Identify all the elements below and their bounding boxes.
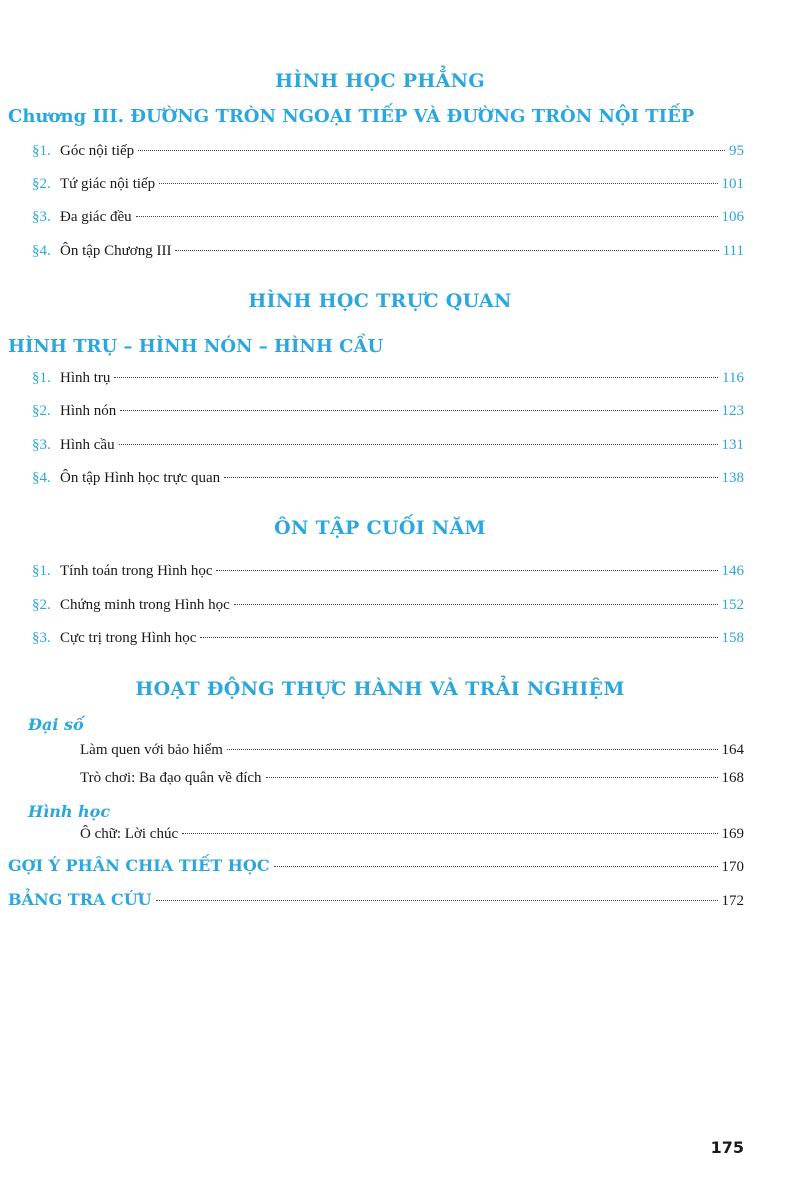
- toc-entry[interactable]: [32, 143, 744, 165]
- chapter-title-chuong-3: Chương III. ĐƯỜNG TRÒN NGOẠI TIẾP VÀ ĐƯỜNG TRÒN NỘI TIẾP: [8, 106, 695, 127]
- section-title-hinh-hoc-truc-quan: HÌNH HỌC TRỰC QUAN: [248, 290, 512, 312]
- section-title-hoat-dong: HOẠT ĐỘNG THỰC HÀNH VÀ TRẢI NGHIỆM: [135, 678, 625, 700]
- dot-leader: [136, 216, 718, 217]
- toc-entry-bang-tra-cuu[interactable]: [8, 890, 744, 912]
- entry-number: §2.: [32, 597, 51, 613]
- toc-entry[interactable]: [32, 403, 744, 425]
- entry-page: 116: [722, 370, 744, 386]
- section-title-on-tap-cuoi-nam: ÔN TẬP CUỐI NĂM: [274, 517, 486, 539]
- entry-label: Chứng minh trong Hình học: [60, 597, 230, 613]
- entry-label: Ôn tập Hình học trực quan: [60, 470, 221, 486]
- toc-entry[interactable]: [32, 630, 744, 652]
- entry-number: §3.: [32, 630, 51, 646]
- toc-entry[interactable]: [32, 370, 744, 392]
- toc-entry-goi-y[interactable]: [8, 856, 744, 878]
- chapter-title-hinh-tru: HÌNH TRỤ – HÌNH NÓN – HÌNH CẦU: [8, 336, 384, 357]
- dot-leader: [227, 749, 718, 750]
- entry-label: Trò chơi: Ba đạo quân về đích: [80, 770, 262, 786]
- entry-page: 111: [722, 243, 744, 259]
- toc-entry[interactable]: [80, 742, 744, 764]
- toc-entry[interactable]: [32, 563, 744, 585]
- entry-label: Góc nội tiếp: [60, 143, 135, 159]
- toc-entry[interactable]: [32, 597, 744, 619]
- entry-label: Ôn tập Chương III: [60, 243, 172, 259]
- entry-number: §1.: [32, 143, 51, 159]
- dot-leader: [156, 900, 718, 901]
- entry-page: 106: [721, 209, 744, 225]
- dot-leader: [224, 477, 717, 478]
- entry-number: §1.: [32, 563, 51, 579]
- subhead-dai-so: Đại số: [28, 715, 84, 734]
- toc-entry[interactable]: [32, 176, 744, 198]
- entry-page: 138: [721, 470, 744, 486]
- entry-page: 152: [721, 597, 744, 613]
- entry-page: 164: [721, 742, 744, 758]
- dot-leader: [266, 777, 718, 778]
- entry-page: 123: [721, 403, 744, 419]
- entry-label: Tính toán trong Hình học: [60, 563, 213, 579]
- entry-number: §3.: [32, 209, 51, 225]
- toc-entry[interactable]: [32, 470, 744, 492]
- dot-leader: [200, 637, 717, 638]
- entry-number: §1.: [32, 370, 51, 386]
- entry-page: 131: [721, 437, 744, 453]
- entry-label: Cực trị trong Hình học: [60, 630, 197, 646]
- entry-label: Hình nón: [60, 403, 117, 419]
- entry-page: 170: [721, 859, 744, 875]
- toc-entry[interactable]: [32, 209, 744, 231]
- dot-leader: [138, 150, 725, 151]
- dot-leader: [182, 833, 717, 834]
- entry-number: §4.: [32, 243, 51, 259]
- dot-leader: [234, 604, 718, 605]
- entry-number: §4.: [32, 470, 51, 486]
- dot-leader: [159, 183, 717, 184]
- entry-page: 158: [721, 630, 744, 646]
- dot-leader: [119, 444, 718, 445]
- entry-label: Ô chữ: Lời chúc: [80, 826, 179, 842]
- toc-entry[interactable]: [32, 243, 744, 265]
- section-title-hinh-hoc-phang: HÌNH HỌC PHẲNG: [275, 70, 485, 92]
- entry-number: §3.: [32, 437, 51, 453]
- entry-number: §2.: [32, 176, 51, 192]
- dot-leader: [120, 410, 717, 411]
- toc-entry[interactable]: [32, 437, 744, 459]
- entry-label: Hình trụ: [60, 370, 111, 386]
- toc-entry[interactable]: [80, 826, 744, 848]
- entry-page: 101: [721, 176, 744, 192]
- entry-label: Làm quen với bảo hiểm: [80, 742, 223, 758]
- entry-label: Tứ giác nội tiếp: [60, 176, 156, 192]
- page-number: 175: [710, 1138, 744, 1157]
- dot-leader: [274, 866, 718, 867]
- entry-label: Đa giác đều: [60, 209, 132, 225]
- dot-leader: [175, 250, 718, 251]
- dot-leader: [216, 570, 717, 571]
- entry-page: 95: [729, 143, 744, 159]
- entry-page: 146: [721, 563, 744, 579]
- entry-number: §2.: [32, 403, 51, 419]
- toc-entry[interactable]: [80, 770, 744, 792]
- entry-page: 172: [721, 893, 744, 909]
- entry-label: Hình cầu: [60, 437, 115, 453]
- entry-label: GỢI Ý PHÂN CHIA TIẾT HỌC: [8, 856, 270, 875]
- entry-page: 168: [721, 770, 744, 786]
- entry-page: 169: [721, 826, 744, 842]
- dot-leader: [114, 377, 718, 378]
- subhead-hinh-hoc: Hình học: [28, 802, 111, 821]
- entry-label: BẢNG TRA CỨU: [8, 890, 152, 909]
